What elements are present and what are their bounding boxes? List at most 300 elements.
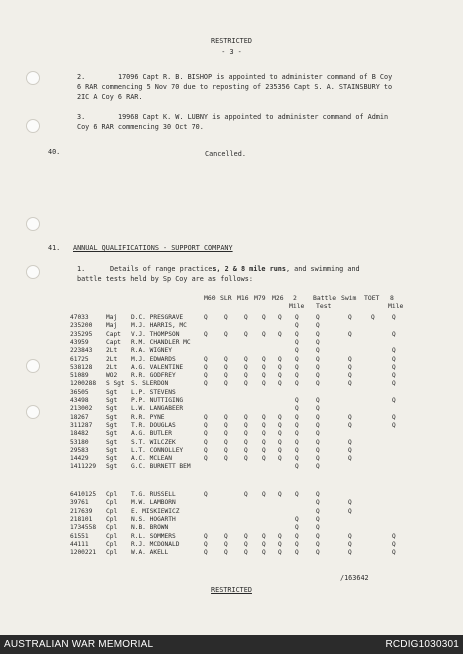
qualification-mark: Q [348,355,352,363]
table-row [0,322,463,330]
column-header: 2 [293,294,297,302]
qualification-mark: Q [262,540,266,548]
table-row [0,491,463,499]
qualification-mark: Q [295,524,299,532]
qualification-mark: Q [262,446,266,454]
qualification-mark: Q [295,438,299,446]
para3-line1: 19968 Capt K. W. LUBNY is appointed to administer command of Admin [118,113,389,121]
qualification-mark: Q [204,438,208,446]
qualification-mark: Q [316,330,320,338]
qualification-mark: Q [278,421,282,429]
qualification-mark: Q [278,549,282,557]
table-row [0,533,463,541]
qualification-mark: Q [204,330,208,338]
qualification-mark: Q [278,380,282,388]
member-name: T.G. RUSSELL [131,491,176,498]
qualification-mark: Q [204,446,208,454]
qualification-mark: Q [295,430,299,438]
member-name: E. MISKIEWICZ [131,507,180,515]
table-row [0,430,463,438]
member-name: D.C. PRESGRAVE [131,314,184,321]
column-header: Mile [388,302,404,310]
qualification-mark: Q [224,355,228,363]
table-row [0,524,463,532]
qualification-mark: Q [224,540,228,548]
qualification-mark: Q [204,314,208,321]
qualification-mark: Q [348,413,352,421]
qualification-mark: Q [316,405,320,413]
qualification-mark: Q [316,455,320,463]
qualification-mark: Q [244,314,248,321]
rank: Maj [106,322,118,330]
service-number: 47033 [70,314,89,321]
qualification-mark: Q [348,438,352,446]
member-name: R.A. WIGNEY [131,347,172,355]
qualification-mark: Q [244,549,248,557]
qualification-mark: Q [392,347,396,355]
qualification-mark: Q [316,463,320,471]
qualification-mark: Q [295,355,299,363]
qualification-mark: Q [392,355,396,363]
qualification-mark: Q [316,355,320,363]
qualification-mark: Q [278,430,282,438]
rank: Cpl [106,515,118,523]
member-name: S.T. WILCZEK [131,438,176,446]
qualification-mark: Q [392,421,396,429]
qualification-mark: Q [316,515,320,523]
qualification-mark: Q [262,363,266,371]
qualification-mark: Q [262,532,266,540]
qualification-mark: Q [295,363,299,371]
rank: S Sgt [106,380,125,388]
member-name: M.J. HARRIS, MC [131,322,187,330]
qualification-mark: Q [204,363,208,371]
qualification-mark: Q [348,421,352,429]
qualification-mark: Q [316,499,320,507]
qualification-mark: Q [295,322,299,330]
qualification-mark: Q [262,380,266,388]
member-name: A.G. BUTLER [131,430,172,438]
qualification-mark: Q [244,540,248,548]
table-row [0,339,463,347]
table-row [0,422,463,430]
qualification-mark: Q [316,380,320,388]
qualification-mark: Q [348,532,352,540]
qualification-mark: Q [262,430,266,438]
table-row [0,380,463,388]
table-row [0,364,463,372]
table-row [0,439,463,447]
qualification-mark: Q [244,363,248,371]
para2-line1: 17096 Capt R. B. BISHOP is appointed to administer command of B Coy [118,73,393,81]
qualification-mark: Q [348,314,352,321]
qualification-mark: Q [262,372,266,380]
member-name: L.W. LANGABEER [131,405,184,413]
column-header: 8 [390,294,394,302]
qualification-mark: Q [316,532,320,540]
qualification-mark: Q [224,446,228,454]
table-row [0,447,463,455]
qualification-mark: Q [278,491,282,498]
member-name: R.R. PYNE [131,413,165,421]
qualification-mark: Q [316,347,320,355]
qualification-mark: Q [316,322,320,330]
binder-hole [26,119,40,133]
qualification-mark: Q [392,549,396,557]
table-row [0,499,463,507]
qualification-mark: Q [392,413,396,421]
member-name: R.L. SOMMERS [131,532,176,540]
qualification-mark: Q [295,549,299,557]
qualification-mark: Q [278,355,282,363]
table-row [0,549,463,557]
qualification-mark: Q [295,463,299,471]
qualification-mark: Q [244,491,248,498]
qualification-mark: Q [204,455,208,463]
qualification-mark: Q [316,540,320,548]
qualification-mark: Q [244,330,248,338]
qualification-mark: Q [224,430,228,438]
rank: 2Lt [106,363,118,371]
binder-hole [26,265,40,279]
service-number: 213002 [70,405,93,413]
rank: Sgt [106,438,118,446]
service-number: 39761 [70,499,89,507]
qualification-mark: Q [224,421,228,429]
table-row [0,331,463,339]
qualification-mark: Q [262,455,266,463]
service-number: 43959 [70,338,89,346]
service-number: 18482 [70,430,89,438]
member-name: A.C. MCLEAN [131,455,172,463]
member-name: R.R. GODFREY [131,372,176,380]
rank: Cpl [106,499,118,507]
classification-footer: RESTRICTED [211,586,252,594]
qualification-mark: Q [278,446,282,454]
qualification-mark: Q [348,363,352,371]
qualification-mark: Q [204,491,208,498]
member-name: N.S. HOGARTH [131,515,176,523]
qualification-mark: Q [348,499,352,507]
qualification-mark: Q [244,413,248,421]
qualification-mark: Q [262,355,266,363]
para2-line3: 2IC A Coy 6 RAR. [77,93,143,101]
table-row [0,347,463,355]
binder-hole [26,71,40,85]
qualification-mark: Q [262,413,266,421]
qualification-mark: Q [348,549,352,557]
service-number: 14429 [70,455,89,463]
qualification-mark: Q [295,405,299,413]
qualification-mark: Q [204,380,208,388]
rank: Sgt [106,463,118,471]
service-number: 538128 [70,363,93,371]
qualification-mark: Q [348,455,352,463]
details-intro: Details of range practices, 2 & 8 mile runs, and swimming and [110,265,360,273]
qualification-mark: Q [244,455,248,463]
member-name: G.C. BURNETT BEM [131,463,191,471]
service-number: 61551 [70,532,89,540]
qualification-mark: Q [278,413,282,421]
qualification-mark: Q [392,372,396,380]
column-header: Mile [289,302,305,310]
service-number: 29583 [70,446,89,454]
service-number: 1411229 [70,463,97,471]
qualification-mark: Q [278,532,282,540]
qualification-mark: Q [278,314,282,321]
qualification-mark: Q [244,372,248,380]
qualification-mark: Q [204,430,208,438]
qualification-mark: Q [244,355,248,363]
record-id: RCDIG1030301 [385,639,459,650]
section40-number: 40. [48,148,61,156]
qualification-mark: Q [204,421,208,429]
qualification-mark: Q [224,455,228,463]
qualification-mark: Q [244,438,248,446]
qualification-mark: Q [278,455,282,463]
qualification-mark: Q [295,455,299,463]
member-name: P.P. NUTTIGING [131,397,184,404]
qualification-mark: Q [392,314,396,321]
table-row [0,463,463,471]
rank: Sgt [106,430,118,438]
table-row [0,389,463,397]
qualification-mark: Q [392,397,396,404]
service-number: 1734558 [70,524,97,532]
qualification-mark: Q [371,314,375,321]
rank: 2Lt [106,355,118,363]
rank: Sgt [106,397,118,404]
qualification-mark: Q [316,446,320,454]
member-name: M.W. LAMBORN [131,499,176,507]
qualification-mark: Q [278,438,282,446]
qualification-mark: Q [316,314,320,321]
table-row [0,414,463,422]
column-header: M79 [254,294,266,302]
qualification-mark: Q [262,314,266,321]
qualification-mark: Q [295,532,299,540]
table-row [0,508,463,516]
qualification-mark: Q [224,413,228,421]
qualification-mark: Q [392,540,396,548]
column-header: Swim [341,294,357,302]
column-header: M26 [272,294,284,302]
qualification-mark: Q [278,540,282,548]
service-number: 311287 [70,421,93,429]
qualification-mark: Q [262,549,266,557]
qualification-mark: Q [224,330,228,338]
table-row [0,372,463,380]
qualification-mark: Q [316,507,320,515]
member-name: M.J. EDWARDS [131,355,176,363]
qualification-mark: Q [278,372,282,380]
column-header: M16 [237,294,249,302]
qualification-mark: Q [295,421,299,429]
qualification-mark: Q [244,532,248,540]
qualification-mark: Q [295,338,299,346]
qualification-mark: Q [262,330,266,338]
rank: Cpl [106,507,118,515]
qualification-mark: Q [316,430,320,438]
rank: Sgt [106,388,118,396]
member-name: S. SLERDON [131,380,169,388]
page-number: - 3 - [221,48,242,56]
table-row [0,541,463,549]
service-number: 217639 [70,507,93,515]
qualification-mark: Q [295,491,299,498]
qualification-mark: Q [348,507,352,515]
rank: Sgt [106,413,118,421]
para3-line2: Coy 6 RAR commencing 30 Oct 70. [77,123,204,131]
qualification-mark: Q [348,330,352,338]
member-name: L.T. CONNOLLEY [131,446,184,454]
member-name: A.G. VALENTINE [131,363,184,371]
member-name: N.B. BROWN [131,524,169,532]
qualification-mark: Q [295,372,299,380]
member-name: V.J. THOMPSON [131,330,180,338]
member-name: W.A. AKELL [131,549,169,557]
qualification-mark: Q [224,380,228,388]
qualification-mark: Q [295,446,299,454]
qualification-mark: Q [295,540,299,548]
institution-name: AUSTRALIAN WAR MEMORIAL [4,639,154,650]
service-number: 51089 [70,372,89,380]
para2-line2: 6 RAR commencing 5 Nov 70 due to reposting of 235356 Capt S. A. STAINSBURY to [77,83,393,91]
column-header: TOET [364,294,380,302]
member-name: R.J. MCDONALD [131,540,180,548]
qualification-mark: Q [295,413,299,421]
qualification-mark: Q [224,438,228,446]
rank: Cpl [106,540,118,548]
qualification-mark: Q [224,532,228,540]
qualification-mark: Q [262,491,266,498]
service-number: 36505 [70,388,89,396]
service-number: 18267 [70,413,89,421]
service-number: 218101 [70,515,93,523]
service-number: 235295 [70,330,93,338]
column-header: Battle [313,294,337,302]
qualification-mark: Q [316,397,320,404]
section41-title: ANNUAL QUALIFICATIONS - SUPPORT COMPANY [73,244,233,252]
rank: WO2 [106,372,118,380]
qualification-mark: Q [295,380,299,388]
qualification-mark: Q [316,421,320,429]
rank: Capt [106,338,121,346]
classification-header: RESTRICTED [211,37,252,45]
section40-text: Cancelled. [205,150,246,158]
service-number: 223843 [70,347,93,355]
service-number: 235200 [70,322,93,330]
qualification-mark: Q [316,338,320,346]
table-row [0,405,463,413]
rank: Cpl [106,532,118,540]
table-row [0,397,463,405]
archive-footer-bar [0,635,463,654]
member-name: L.P. STEVENS [131,388,176,396]
column-header: Test [316,302,332,310]
service-number: 1200288 [70,380,97,388]
qualification-mark: Q [244,430,248,438]
qualification-mark: Q [278,330,282,338]
qualification-mark: Q [278,363,282,371]
sub-number: 1. [77,265,86,273]
file-reference: /163642 [340,574,369,582]
rank: 2Lt [106,347,118,355]
qualification-mark: Q [392,330,396,338]
service-number: 6410125 [70,491,97,498]
table-row [0,455,463,463]
qualification-mark: Q [244,421,248,429]
qualification-mark: Q [295,515,299,523]
qualification-mark: Q [204,355,208,363]
qualification-mark: Q [348,446,352,454]
rank: Cpl [106,549,118,557]
qualification-mark: Q [244,380,248,388]
rank: Maj [106,314,118,321]
qualification-mark: Q [316,413,320,421]
qualification-mark: Q [204,372,208,380]
table-row [0,516,463,524]
rank: Cpl [106,524,118,532]
rank: Sgt [106,446,118,454]
details-line2: battle tests held by Sp Coy are as follows: [77,275,253,283]
qualification-mark: Q [295,397,299,404]
service-number: 44111 [70,540,89,548]
para2-number: 2. [77,73,86,81]
qualification-mark: Q [224,372,228,380]
qualification-mark: Q [224,549,228,557]
qualification-mark: Q [204,540,208,548]
column-header: SLR [220,294,232,302]
qualification-mark: Q [316,491,320,498]
qualification-mark: Q [295,314,299,321]
qualification-mark: Q [295,330,299,338]
table-row [0,356,463,364]
binder-hole [26,217,40,231]
qualification-mark: Q [392,363,396,371]
member-name: T.R. DOUGLAS [131,421,176,429]
service-number: 1200221 [70,549,97,557]
qualification-mark: Q [348,380,352,388]
qualification-mark: Q [224,363,228,371]
qualification-mark: Q [316,549,320,557]
rank: Sgt [106,405,118,413]
qualification-mark: Q [262,421,266,429]
para3-number: 3. [77,113,86,121]
qualification-mark: Q [262,438,266,446]
qualification-mark: Q [204,549,208,557]
service-number: 43498 [70,397,89,404]
qualification-mark: Q [316,524,320,532]
qualification-mark: Q [392,532,396,540]
qualification-mark: Q [204,413,208,421]
column-header: M60 [204,294,216,302]
qualification-mark: Q [316,363,320,371]
qualification-mark: Q [316,372,320,380]
service-number: 61725 [70,355,89,363]
qualification-mark: Q [224,314,228,321]
rank: Cpl [106,491,118,498]
qualification-mark: Q [392,380,396,388]
rank: Sgt [106,421,118,429]
qualification-mark: Q [348,372,352,380]
qualification-mark: Q [348,540,352,548]
qualification-mark: Q [295,347,299,355]
member-name: R.M. CHANDLER MC [131,338,191,346]
service-number: 53180 [70,438,89,446]
table-row [0,314,463,322]
rank: Sgt [106,455,118,463]
